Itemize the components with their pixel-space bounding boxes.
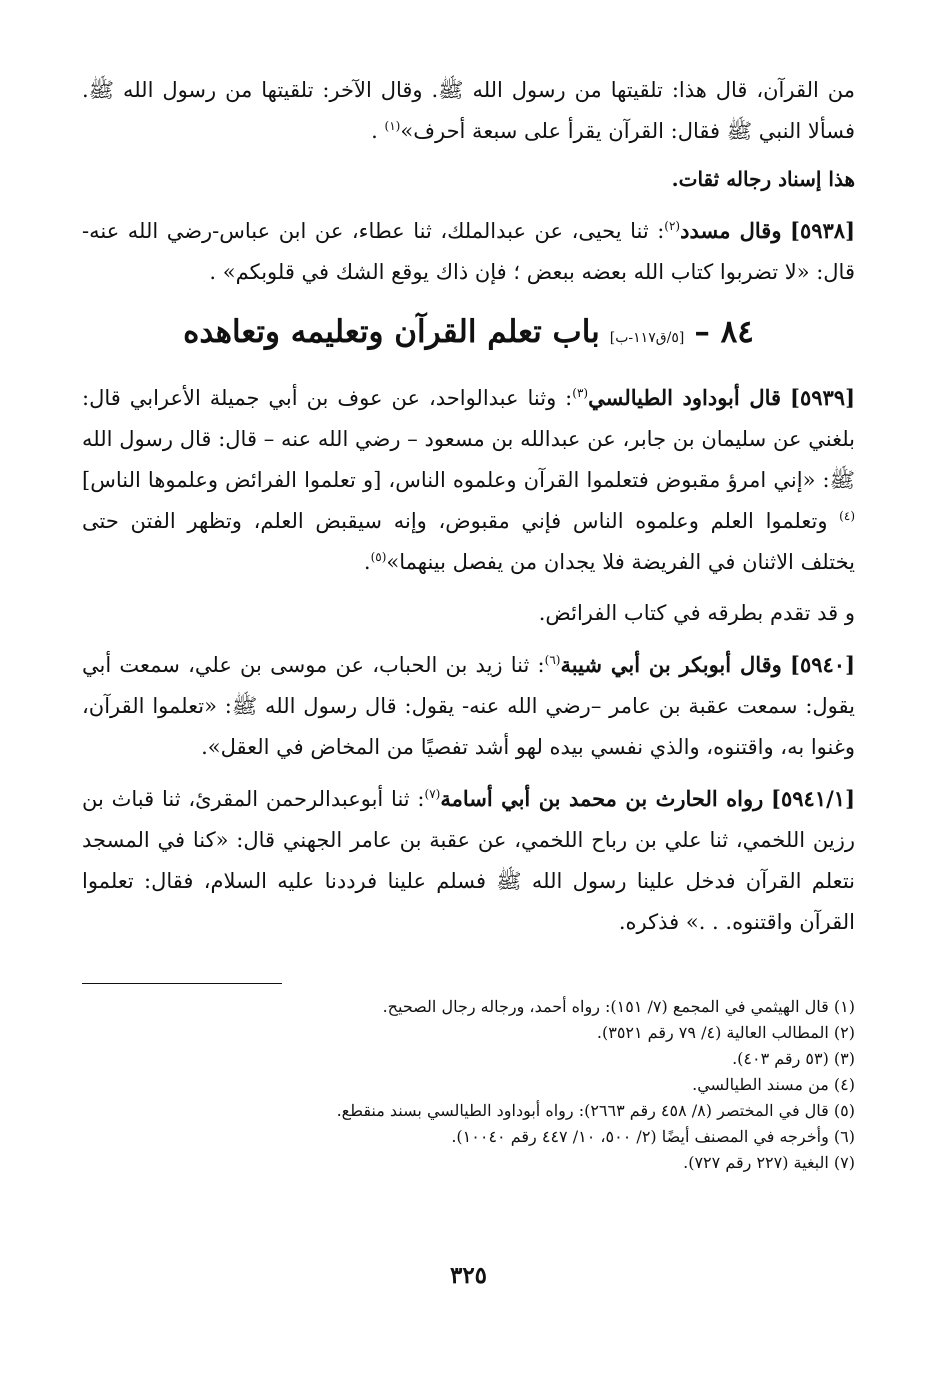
hadith-number: [٥٩٤١/١] [771, 786, 855, 811]
hadith-narrator: رواه الحارث بن محمد بن أبي أسامة [440, 786, 764, 811]
footnote-marker: (٥) [370, 550, 387, 564]
hadith-text: : ثنا يحيى، عن عبدالملك، ثنا عطاء، عن ابن عباس-رضي الله عنه-قال: «لا تضربوا كتاب الله بعضه ببعض ؛ فإن ذاك يوقع الشك في قلوبكم» . [82, 219, 855, 284]
hadith-narrator: وقال أبوبكر بن أبي شيبة [560, 652, 782, 677]
hadith-text-continued: وتعلموا العلم وعلموه الناس فإني مقبوض، وإنه سيقبض العلم، وتظهر الفتن حتى يختلف الاثنان في الفريضة فلا يجدان من يفصل بينهما» [82, 509, 855, 574]
hadith-number: [٥٩٣٨] [790, 218, 855, 243]
chapter-number: ٨٤ – [694, 314, 754, 350]
hadith-5939 [82, 377, 855, 583]
footnote: (٣) (٥٣ رقم ٤٠٣). [732, 1049, 855, 1068]
footnote: (٦) وأخرجه في المصنف أيضًا (٢/ ٥٠٠، ١٠/ ٤٤٧ رقم ١٠٠٤٠). [451, 1127, 855, 1146]
hadith-narrator: وقال مسدد [680, 218, 782, 243]
footnote-marker: (٧) [424, 787, 441, 801]
chapter-heading [82, 307, 855, 363]
hadith-text: : وثنا عبدالواحد، عن عوف بن أبي جميلة الأعرابي قال: بلغني عن سليمان بن جابر، عن عبدالله بن مسعود – رضي الله عنه – قال: قال رسول الله ﷺ: «إني امرؤ مقبوض فتعلموا القرآن وعلموه الناس، [و تعلموا الفرائض وعلموها الناس] [82, 386, 855, 492]
manuscript-ref: [٥/ق١١٧-ب] [609, 330, 685, 346]
hadith-narrator: قال أبوداود الطيالسي [588, 385, 782, 410]
footnote: (٥) قال في المختصر (٨/ ٤٥٨ رقم ٢٦٦٣): رواه أبوداود الطيالسي بسند منقطع. [336, 1101, 855, 1120]
footnote: (١) قال الهيثمي في المجمع (٧/ ١٥١): رواه أحمد، ورجاله رجال الصحيح. [382, 997, 855, 1016]
footnote-marker: (٢) [664, 219, 681, 233]
footnote: (٢) المطالب العالية (٤/ ٧٩ رقم ٣٥٢١). [596, 1023, 855, 1042]
footnote: (٤) من مسند الطيالسي. [692, 1075, 855, 1094]
footnote-marker: (٣) [572, 386, 589, 400]
paragraph-text: من القرآن، قال هذا: تلقيتها من رسول الله ﷺ. وقال الآخر: تلقيتها من رسول الله ﷺ. فسألا النبي ﷺ فقال: القرآن يقرأ على سبعة أحرف» [82, 78, 855, 143]
hadith-number: [٥٩٤٠] [790, 652, 855, 677]
paragraph-continuation [82, 70, 855, 152]
footnote-marker: (٦) [544, 653, 561, 667]
grading-note: هذا إسناد رجاله ثقات. [671, 167, 855, 191]
hadith-5940 [82, 644, 855, 768]
hadith-text: : ثنا أبوعبدالرحمن المقرئ، ثنا قباث بن رزين اللخمي، ثنا علي بن رباح اللخمي، عن عقبة بن عامر الجهني قال: «كنا في المسجد نتعلم القرآن فدخل علينا رسول الله ﷺ فسلم علينا فرددنا عليه السلام، فقال: تعلموا القرآن واقتنوه. . .» فذكره. [82, 787, 855, 934]
hadith-number: [٥٩٣٩] [790, 385, 855, 410]
hadith-5938 [82, 210, 855, 293]
page-number: ٣٢٥ [449, 1262, 488, 1289]
paragraph-end: . [371, 119, 385, 143]
chapter-title: باب تعلم القرآن وتعليمه وتعاهده [183, 314, 600, 350]
cross-reference-note: و قد تقدم بطرقه في كتاب الفرائض. [538, 601, 855, 625]
hadith-5941 [82, 778, 855, 943]
hadith-text: : ثنا زيد بن الحباب، عن موسى بن علي، سمعت أبي يقول: سمعت عقبة بن عامر –رضي الله عنه- يقول: قال رسول الله ﷺ: «تعلموا القرآن، وغنوا به، واقتنوه، والذي نفسي بيده لهو أشد تفصيًا من المخاض في العقل». [82, 653, 855, 759]
footnote-marker: (١) [384, 119, 401, 133]
footnote-separator [82, 983, 282, 984]
hadith-end: . [363, 550, 371, 574]
footnotes [82, 994, 855, 1176]
footnote-marker: (٤) [839, 509, 855, 523]
footnote: (٧) البغية (٢٢٧ رقم ٧٢٧). [683, 1153, 855, 1172]
